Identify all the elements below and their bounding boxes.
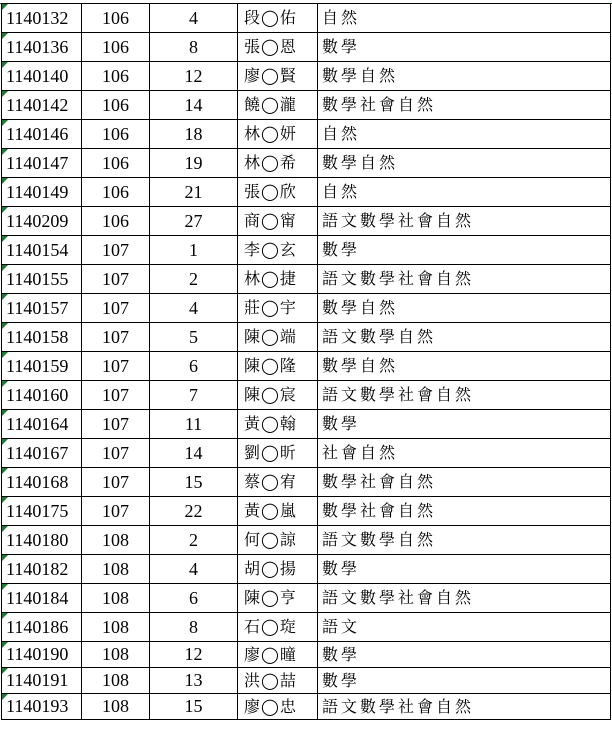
student-name-cell[interactable]: 段◯佑 — [238, 4, 318, 33]
seat-number-cell[interactable]: 6 — [150, 584, 238, 613]
seat-number-cell[interactable]: 4 — [150, 294, 238, 323]
student-id-cell[interactable]: 1140186 — [2, 613, 82, 642]
seat-number-cell[interactable]: 27 — [150, 207, 238, 236]
student-id-cell[interactable]: 1140142 — [2, 91, 82, 120]
subjects-cell[interactable]: 語文數學自然 — [318, 323, 611, 352]
class-cell[interactable]: 108 — [82, 584, 150, 613]
subjects-cell[interactable]: 自然 — [318, 4, 611, 33]
table-row — [2, 91, 611, 120]
class-cell[interactable]: 107 — [82, 323, 150, 352]
subjects-cell[interactable]: 社會自然 — [318, 439, 611, 468]
student-id-cell[interactable]: 1140158 — [2, 323, 82, 352]
seat-number-cell[interactable]: 11 — [150, 410, 238, 439]
student-id-cell[interactable]: 1140147 — [2, 149, 82, 178]
class-cell[interactable]: 107 — [82, 352, 150, 381]
table-row — [2, 33, 611, 62]
student-name-cell[interactable]: 黃◯嵐 — [238, 497, 318, 526]
seat-number-cell[interactable]: 14 — [150, 439, 238, 468]
student-id-cell[interactable]: 1140193 — [2, 694, 82, 720]
subjects-cell[interactable]: 語文 — [318, 613, 611, 642]
class-cell[interactable]: 108 — [82, 694, 150, 720]
student-id-cell[interactable]: 1140164 — [2, 410, 82, 439]
class-cell[interactable]: 106 — [82, 4, 150, 33]
student-name-cell[interactable]: 陳◯亨 — [238, 584, 318, 613]
student-name-cell[interactable]: 陳◯宸 — [238, 381, 318, 410]
table-row — [2, 62, 611, 91]
class-cell[interactable]: 106 — [82, 178, 150, 207]
class-cell[interactable]: 106 — [82, 62, 150, 91]
student-id-cell[interactable]: 1140146 — [2, 120, 82, 149]
student-name-cell[interactable]: 陳◯端 — [238, 323, 318, 352]
seat-number-cell[interactable]: 19 — [150, 149, 238, 178]
seat-number-cell[interactable]: 14 — [150, 91, 238, 120]
class-cell[interactable]: 107 — [82, 294, 150, 323]
seat-number-cell[interactable]: 15 — [150, 468, 238, 497]
student-id-cell[interactable]: 1140209 — [2, 207, 82, 236]
student-name-cell[interactable]: 洪◯喆 — [238, 668, 318, 694]
subjects-cell[interactable]: 數學 — [318, 668, 611, 694]
student-name-cell[interactable]: 劉◯昕 — [238, 439, 318, 468]
subjects-cell[interactable]: 數學社會自然 — [318, 468, 611, 497]
table-row — [2, 468, 611, 497]
table-row — [2, 265, 611, 294]
seat-number-cell[interactable]: 8 — [150, 33, 238, 62]
class-cell[interactable]: 107 — [82, 410, 150, 439]
student-name-cell[interactable]: 莊◯宇 — [238, 294, 318, 323]
table-row — [2, 294, 611, 323]
seat-number-cell[interactable]: 2 — [150, 265, 238, 294]
seat-number-cell[interactable]: 6 — [150, 352, 238, 381]
student-id-cell[interactable]: 1140154 — [2, 236, 82, 265]
subjects-cell[interactable]: 語文數學社會自然 — [318, 207, 611, 236]
subjects-cell[interactable]: 自然 — [318, 120, 611, 149]
seat-number-cell[interactable]: 7 — [150, 381, 238, 410]
subjects-cell[interactable]: 語文數學社會自然 — [318, 265, 611, 294]
subjects-cell[interactable]: 數學自然 — [318, 352, 611, 381]
subjects-cell[interactable]: 數學 — [318, 33, 611, 62]
table-row — [2, 497, 611, 526]
student-name-cell[interactable]: 陳◯隆 — [238, 352, 318, 381]
student-name-cell[interactable]: 廖◯忠 — [238, 694, 318, 720]
class-cell[interactable]: 106 — [82, 91, 150, 120]
student-name-cell[interactable]: 林◯希 — [238, 149, 318, 178]
seat-number-cell[interactable]: 8 — [150, 613, 238, 642]
student-id-cell[interactable]: 1140132 — [2, 4, 82, 33]
subjects-cell[interactable]: 數學自然 — [318, 62, 611, 91]
student-id-cell[interactable]: 1140140 — [2, 62, 82, 91]
subjects-cell[interactable]: 語文數學社會自然 — [318, 381, 611, 410]
table-row — [2, 526, 611, 555]
table-row — [2, 4, 611, 33]
table-row — [2, 236, 611, 265]
class-cell[interactable]: 107 — [82, 497, 150, 526]
student-name-cell[interactable]: 林◯妍 — [238, 120, 318, 149]
table-row — [2, 178, 611, 207]
student-id-cell[interactable]: 1140157 — [2, 294, 82, 323]
student-id-cell[interactable]: 1140159 — [2, 352, 82, 381]
student-id-cell[interactable]: 1140136 — [2, 33, 82, 62]
table-row — [2, 642, 611, 668]
class-cell[interactable]: 106 — [82, 33, 150, 62]
table-row — [2, 120, 611, 149]
seat-number-cell[interactable]: 13 — [150, 668, 238, 694]
table-row — [2, 694, 611, 720]
seat-number-cell[interactable]: 21 — [150, 178, 238, 207]
student-id-cell[interactable]: 1140175 — [2, 497, 82, 526]
student-name-cell[interactable]: 胡◯揚 — [238, 555, 318, 584]
student-name-cell[interactable]: 廖◯賢 — [238, 62, 318, 91]
table-row — [2, 207, 611, 236]
class-cell[interactable]: 106 — [82, 149, 150, 178]
subjects-cell[interactable]: 語文數學社會自然 — [318, 694, 611, 720]
table-row — [2, 584, 611, 613]
student-name-cell[interactable]: 商◯甯 — [238, 207, 318, 236]
student-name-cell[interactable]: 廖◯曈 — [238, 642, 318, 668]
subjects-cell[interactable]: 數學自然 — [318, 149, 611, 178]
subjects-cell[interactable]: 數學社會自然 — [318, 497, 611, 526]
seat-number-cell[interactable]: 12 — [150, 62, 238, 91]
student-name-cell[interactable]: 張◯欣 — [238, 178, 318, 207]
class-cell[interactable]: 108 — [82, 555, 150, 584]
class-cell[interactable]: 107 — [82, 265, 150, 294]
student-name-cell[interactable]: 張◯恩 — [238, 33, 318, 62]
table-row — [2, 410, 611, 439]
table-row — [2, 352, 611, 381]
table-row — [2, 323, 611, 352]
subjects-cell[interactable]: 語文數學社會自然 — [318, 584, 611, 613]
class-cell[interactable]: 108 — [82, 642, 150, 668]
seat-number-cell[interactable]: 4 — [150, 555, 238, 584]
table-row — [2, 381, 611, 410]
student-id-cell[interactable]: 1140149 — [2, 178, 82, 207]
class-cell[interactable]: 107 — [82, 381, 150, 410]
subjects-cell[interactable]: 數學 — [318, 555, 611, 584]
student-id-cell[interactable]: 1140180 — [2, 526, 82, 555]
table-row — [2, 613, 611, 642]
seat-number-cell[interactable]: 4 — [150, 4, 238, 33]
class-cell[interactable]: 108 — [82, 526, 150, 555]
class-cell[interactable]: 107 — [82, 236, 150, 265]
student-id-cell[interactable]: 1140190 — [2, 642, 82, 668]
seat-number-cell[interactable]: 22 — [150, 497, 238, 526]
table-row — [2, 555, 611, 584]
class-cell[interactable]: 106 — [82, 120, 150, 149]
seat-number-cell[interactable]: 18 — [150, 120, 238, 149]
student-name-cell[interactable]: 石◯琁 — [238, 613, 318, 642]
seat-number-cell[interactable]: 5 — [150, 323, 238, 352]
student-name-cell[interactable]: 饒◯瀧 — [238, 91, 318, 120]
student-name-cell[interactable]: 黃◯翰 — [238, 410, 318, 439]
subjects-cell[interactable]: 數學 — [318, 642, 611, 668]
subjects-cell[interactable]: 數學社會自然 — [318, 91, 611, 120]
student-id-cell[interactable]: 1140182 — [2, 555, 82, 584]
seat-number-cell[interactable]: 1 — [150, 236, 238, 265]
seat-number-cell[interactable]: 2 — [150, 526, 238, 555]
seat-number-cell[interactable]: 15 — [150, 694, 238, 720]
student-id-cell[interactable]: 1140191 — [2, 668, 82, 694]
subjects-cell[interactable]: 語文數學自然 — [318, 526, 611, 555]
table-row — [2, 439, 611, 468]
student-id-cell[interactable]: 1140168 — [2, 468, 82, 497]
student-id-cell[interactable]: 1140160 — [2, 381, 82, 410]
class-cell[interactable]: 107 — [82, 439, 150, 468]
table-row — [2, 149, 611, 178]
subjects-cell[interactable]: 數學 — [318, 410, 611, 439]
class-cell[interactable]: 108 — [82, 613, 150, 642]
class-cell[interactable]: 107 — [82, 468, 150, 497]
student-name-cell[interactable]: 蔡◯宥 — [238, 468, 318, 497]
student-name-cell[interactable]: 李◯玄 — [238, 236, 318, 265]
student-name-cell[interactable]: 何◯諒 — [238, 526, 318, 555]
student-name-cell[interactable]: 林◯捷 — [238, 265, 318, 294]
subjects-cell[interactable]: 數學 — [318, 236, 611, 265]
student-id-cell[interactable]: 1140184 — [2, 584, 82, 613]
student-id-cell[interactable]: 1140155 — [2, 265, 82, 294]
class-cell[interactable]: 108 — [82, 668, 150, 694]
class-cell[interactable]: 106 — [82, 207, 150, 236]
student-table — [1, 3, 611, 720]
seat-number-cell[interactable]: 12 — [150, 642, 238, 668]
student-id-cell[interactable]: 1140167 — [2, 439, 82, 468]
table-row — [2, 668, 611, 694]
subjects-cell[interactable]: 數學自然 — [318, 294, 611, 323]
subjects-cell[interactable]: 自然 — [318, 178, 611, 207]
table-body — [2, 4, 611, 720]
